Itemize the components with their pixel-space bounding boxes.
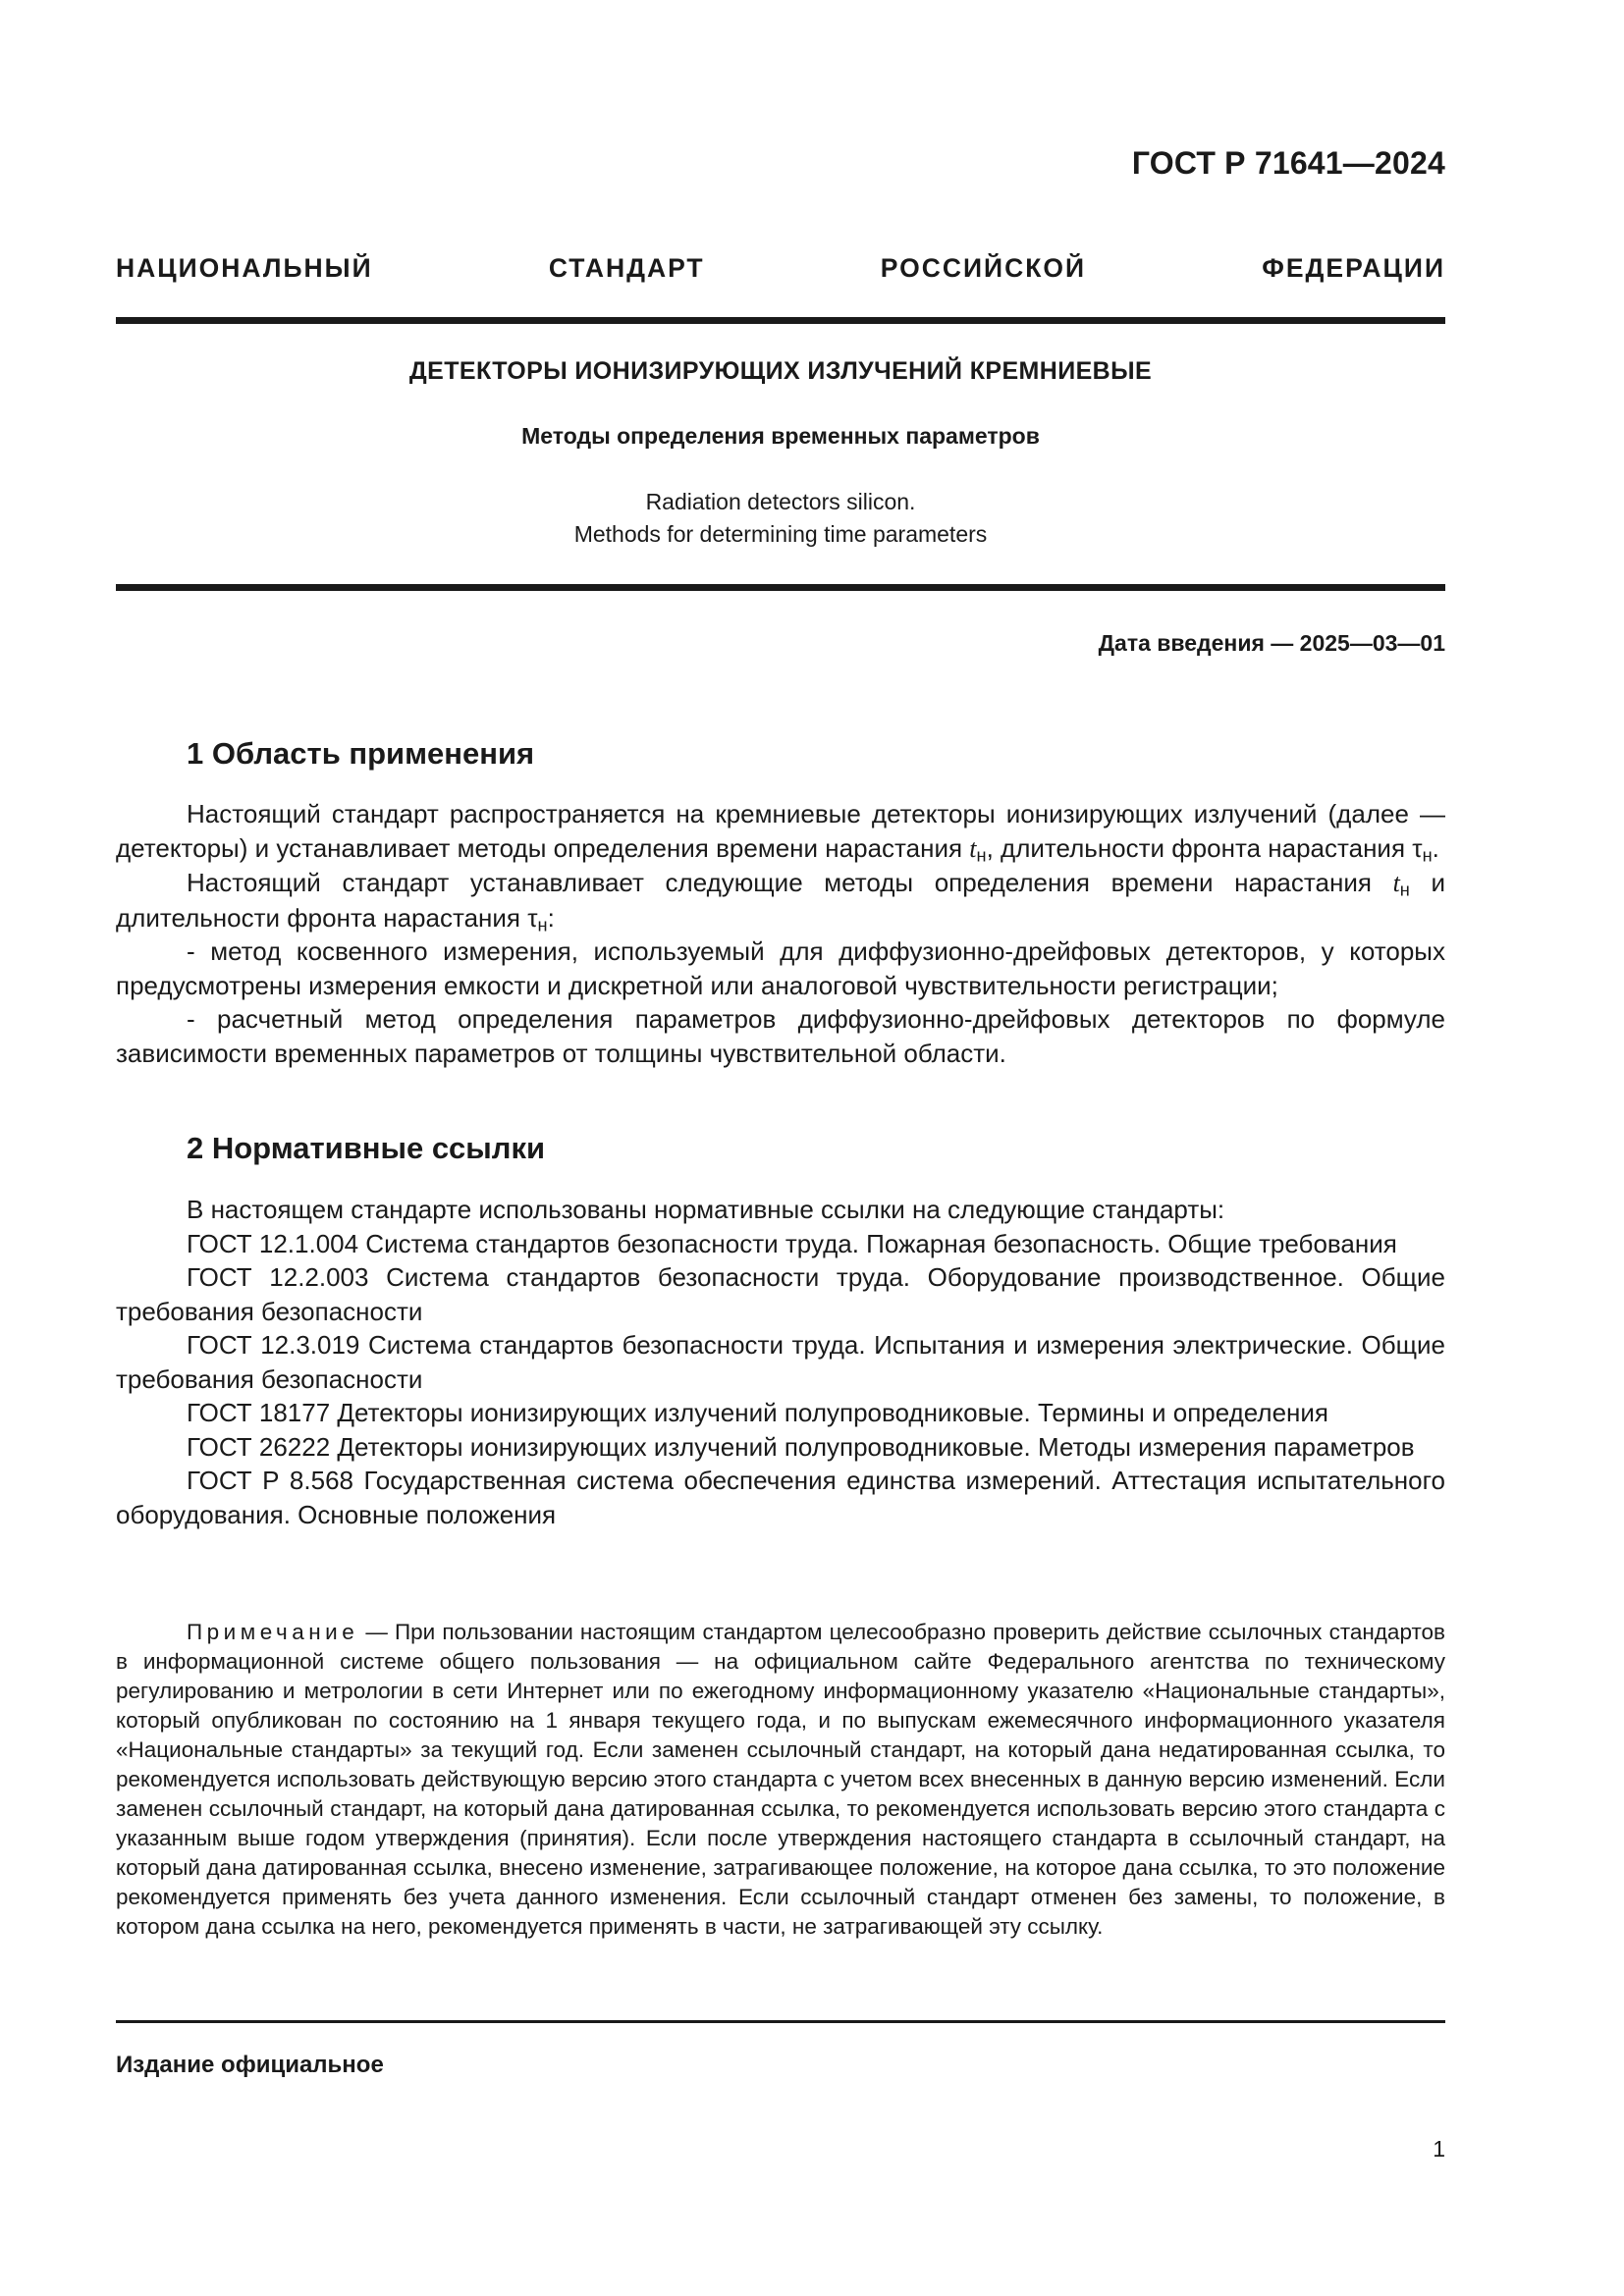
national-standard-heading: НАЦИОНАЛЬНЫЙ СТАНДАРТ РОССИЙСКОЙ ФЕДЕРАЦИИ: [116, 253, 1445, 283]
scope-list-item: - метод косвенного измерения, используемый для диффузионно-дрейфовых детекторов, у которых предусмотрены измерения емкости и дискретной или аналоговой чувствительности регистрации;: [116, 936, 1445, 1000]
english-title-line-1: Radiation detectors silicon.: [645, 489, 916, 514]
header-divider: [116, 317, 1445, 324]
reference-item: ГОСТ 26222 Детекторы ионизирующих излучений полупроводниковые. Методы измерения параметров: [187, 1431, 1415, 1462]
scope-list-item: - расчетный метод определения параметров диффузионно-дрейфовых детекторов по формуле зависимости временных параметров от толщины чувствительной области.: [116, 1004, 1445, 1068]
note-label: Примечание: [187, 1620, 359, 1644]
official-edition-label: Издание официальное: [116, 2052, 384, 2078]
rise-time-symbol: t: [969, 833, 977, 863]
front-duration-symbol: τ: [1412, 832, 1423, 863]
references-intro: В настоящем стандарте использованы нормативные ссылки на следующие стандарты:: [187, 1195, 1225, 1224]
note-text: — При пользовании настоящим стандартом целесообразно проверить действие ссылочных стандартов в информационной системе общего пользования — на официальном сайте Федерального агентства по техническому регулированию и метрологии в сети Интернет или по ежегодному информационному указателю «Национальные стандарты», который опубликован по состоянию на 1 января текущего года, и по выпускам ежемесячного информационного указателя «Национальные стандарты» за текущий год. Если заменен ссылочный стандарт, на который дана недатированная ссылка, то рекомендуется использовать действующую версию этого стандарта с учетом всех внесенных в данную версию изменений. Если заменен ссылочный стандарт, на который дана датированная ссылка, то рекомендуется использовать версию этого стандарта с указанным выше годом утверждения (принятия). Если после утверждения настоящего стандарта в ссылочный стандарт, на который дана датированная ссылка, внесено изменение, затрагивающее положение, на которое дана ссылка, то это положение рекомендуется применять без учета данного изменения. Если ссылочный стандарт отменен без замены, то положение, в котором дана ссылка на него, рекомендуется применять в части, не затрагивающей эту ссылку.: [116, 1620, 1445, 1939]
rise-time-symbol: t: [1392, 869, 1400, 897]
footer-divider: [116, 2020, 1445, 2023]
english-title: [116, 486, 1445, 551]
introduction-date: Дата введения — 2025—03—01: [1098, 630, 1445, 656]
front-duration-symbol: τ: [527, 902, 538, 933]
note-paragraph: [116, 1618, 1445, 1942]
document-title: ДЕТЕКТОРЫ ИОНИЗИРУЮЩИХ ИЗЛУЧЕНИЙ КРЕМНИЕВЫЕ: [408, 357, 1153, 385]
scope-paragraph-2: Настоящий стандарт устанавливает следующие методы определения времени нарастания $t_н$ и длительности фронта нарастания $\tau_н$:: [116, 868, 1445, 935]
title-divider: [116, 584, 1445, 591]
reference-item: ГОСТ 12.2.003 Система стандартов безопасности труда. Оборудование производственное. Общие требования безопасности: [116, 1262, 1445, 1326]
reference-item: ГОСТ 12.3.019 Система стандартов безопасности труда. Испытания и измерения электрические. Общие требования безопасности: [116, 1330, 1445, 1394]
english-title-line-2: Methods for determining time parameters: [573, 521, 988, 547]
section-1-body: [116, 797, 1445, 1070]
note-block: [116, 1618, 1445, 1942]
page-number: 1: [1433, 2136, 1445, 2162]
reference-item: ГОСТ 12.1.004 Система стандартов безопасности труда. Пожарная безопасность. Общие требования: [187, 1228, 1397, 1258]
scope-paragraph-1: Настоящий стандарт распространяется на кремниевые детекторы ионизирующих излучений (далее — детекторы) и устанавливает методы определения времени нарастания $t_н$, длительности фронта нарастания $\tau_н$.: [116, 799, 1445, 866]
document-subtitle: Методы определения временных параметров: [521, 423, 1040, 449]
section-2-body: [116, 1193, 1445, 1531]
section-2-heading: 2 Нормативные ссылки: [187, 1131, 546, 1165]
reference-item: ГОСТ 18177 Детекторы ионизирующих излучений полупроводниковые. Термины и определения: [187, 1398, 1328, 1427]
reference-item: ГОСТ Р 8.568 Государственная система обеспечения единства измерений. Аттестация испытательного оборудования. Основные положения: [116, 1466, 1445, 1529]
section-1-heading: 1 Область применения: [187, 736, 535, 771]
document-number: ГОСТ Р 71641—2024: [1131, 145, 1445, 181]
